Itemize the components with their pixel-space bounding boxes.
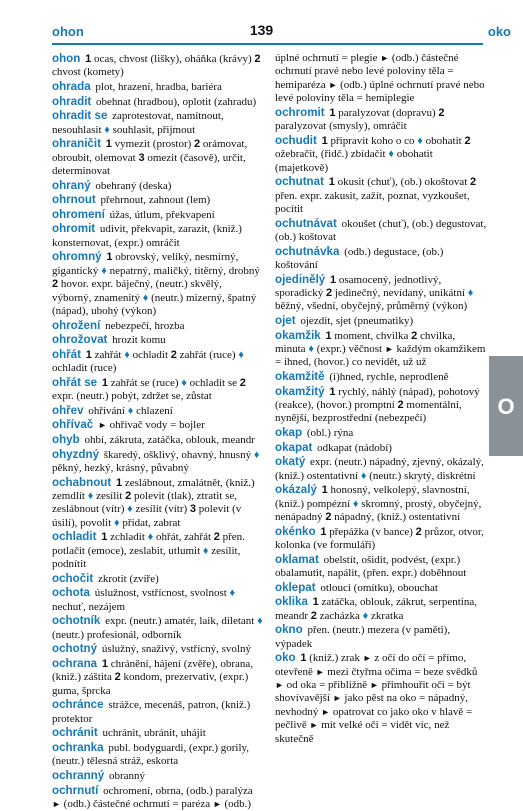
dictionary-entry: ohřát se 1 zahřát se (ruce) ♦ ochladit se 2 expr. (neutr.) pobýt, zdržet se, zůstat bbox=[52, 375, 246, 403]
dictionary-entry: ohřívač ► ohřívač vody = bojler bbox=[52, 418, 205, 432]
dictionary-entry: okénko 1 přepážka (v bance) 2 průzor, otvor, kolonka (ve formuláři) bbox=[275, 524, 484, 552]
entry-headword[interactable]: ohromení bbox=[52, 207, 105, 221]
dictionary-entry: okno přen. (neutr.) mezera (v paměti), výpadek bbox=[275, 623, 451, 650]
dictionary-entry: oklika 1 zatáčka, oblouk, zákrut, serpentina, meandr 2 zacházka ♦ zkratka bbox=[275, 595, 477, 622]
entry-headword[interactable]: ohrnout bbox=[52, 193, 96, 207]
entry-headword[interactable]: ohrožovat bbox=[52, 333, 108, 347]
entry-headword[interactable]: oklika bbox=[275, 595, 308, 609]
entry-headword[interactable]: ochotník bbox=[52, 614, 101, 628]
thumb-index-tab[interactable] bbox=[489, 356, 523, 456]
dictionary-entry: ochrana 1 chránění, hájení (zvěře), obrana, (kniž.) záštita 2 kondom, prezervativ, (expr.) guma, šprcka bbox=[52, 656, 254, 697]
page-header bbox=[0, 0, 523, 40]
entry-headword[interactable]: ohromit bbox=[52, 222, 96, 236]
dictionary-entry: ochránit uchránit, ubránit, uhájit bbox=[52, 726, 206, 740]
thumb-index-letter: O bbox=[497, 394, 515, 419]
dictionary-entry: ochudit 1 připravit koho o co ♦ obohatit 2 ožebračit, (řidč.) zbídačit ♦ obohatit (majetkově) bbox=[275, 133, 471, 174]
dictionary-entry: ojedinělý 1 osamocený, jednotlivý, sporadický 2 jedinečný, nevídaný, unikátní ♦ běžný, všední, obyčejný, průměrný (výkon) bbox=[275, 272, 474, 313]
dictionary-entry: ohřev ohřívání ♦ chlazení bbox=[52, 403, 173, 417]
entry-headword[interactable]: ohřát se bbox=[52, 375, 98, 389]
dictionary-entry: oko 1 (kniž.) zrak ► z očí do očí = přímo, otevřeně ► mezi čtyřma očima = beze svědků ► od oka = přibližně ► přimhouřit oči = být shovívavější ► jako pěst na oko = nápadný, nevhodný ► opatrovat co jako oko v hlavě = pečlivě ► mít velké oči = vidět víc, než skutečně bbox=[275, 651, 478, 745]
dictionary-entry: ochromit 1 paralyzovat (dopravu) 2 paralyzovat (smysly), omráčit bbox=[275, 105, 445, 133]
entry-headword[interactable]: ohrada bbox=[52, 80, 91, 93]
entry-headword[interactable]: ochladit bbox=[52, 530, 97, 544]
dictionary-entry: okamžitě (i)hned, rychle, neprodleně bbox=[275, 370, 449, 384]
entry-headword[interactable]: ohyzdný bbox=[52, 447, 100, 461]
dictionary-entry: oklepat otlouci (omítku), obouchat bbox=[275, 580, 438, 594]
entry-headword[interactable]: ohraný bbox=[52, 178, 91, 192]
entry-headword[interactable]: oko bbox=[275, 651, 296, 665]
entry-headword[interactable]: ohradit se bbox=[52, 109, 108, 123]
entry-headword[interactable]: ochranný bbox=[52, 768, 105, 782]
entry-headword[interactable]: ohon bbox=[52, 52, 81, 65]
entry-headword[interactable]: ochudit bbox=[275, 133, 317, 147]
dictionary-entry: úplné ochrnutí = plegie ► (odb.) částečné ochrnutí pravé nebo levé poloviny těla = hemiparéza ► (odb.) úplné ochrnutí pravé nebo levé poloviny těla = hemiplegie bbox=[275, 52, 485, 105]
entry-headword[interactable]: ochutnat bbox=[275, 175, 324, 189]
left-column bbox=[52, 52, 264, 810]
dictionary-entry: okatý expr. (neutr.) nápadný, zjevný, okázalý, (kniž.) ostentativní ♦ (neutr.) skrytý, diskrétní bbox=[275, 455, 484, 482]
dictionary-entry: ohrnout přehrnout, zahnout (lem) bbox=[52, 193, 211, 207]
dictionary-entry: ohromit udivit, překvapit, zarazit, (kniž.) konsternovat, (expr.) omráčit bbox=[52, 222, 242, 249]
entry-headword[interactable]: ojedinělý bbox=[275, 272, 326, 286]
dictionary-entry: ochladit 1 zchladit ♦ ohřát, zahřát 2 přen. potlačit (emoce), zeslabit, utlumit ♦ zesílit, podnítit bbox=[52, 530, 245, 571]
entry-headword[interactable]: ochutnávka bbox=[275, 244, 340, 258]
dictionary-entry: ochotník expr. (neutr.) amatér, laik, diletant ♦ (neutr.) profesionál, odborník bbox=[52, 614, 263, 641]
entry-headword[interactable]: ochrnutí bbox=[52, 783, 99, 797]
entry-headword[interactable]: ochota bbox=[52, 586, 91, 600]
dictionary-entry: ochutnávka (odb.) degustace, (ob.) koštování bbox=[275, 244, 444, 272]
entry-headword[interactable]: ochránce bbox=[52, 698, 104, 712]
dictionary-entry: okamžik 1 moment, chvilka 2 chvilka, minuta ♦ (expr.) věčnost ► každým okamžikem = ihned, (hovor.) co nevidět, už už bbox=[275, 328, 486, 369]
dictionary-entry: okázalý 1 honosný, velkolepý, slavnostní, (kniž.) pompézní ♦ skromný, prostý, obyčejný, nenápadný 2 nápadný, (kniž.) ostentativní bbox=[275, 483, 482, 524]
dictionary-entry: ochota úslužnost, vstřícnost, svolnost ♦ nechuť, nezájem bbox=[52, 586, 236, 613]
entry-headword[interactable]: ochotný bbox=[52, 642, 98, 656]
dictionary-entry: ohraný obehraný (deska) bbox=[52, 178, 172, 192]
entry-headword[interactable]: okamžitě bbox=[275, 370, 325, 384]
entry-headword[interactable]: okázalý bbox=[275, 483, 317, 497]
entry-headword[interactable]: ochromit bbox=[275, 105, 325, 119]
dictionary-entry: okamžitý 1 rychlý, náhlý (nápad), pohotový (reakce), (hovor.) promptní 2 momentální, nynější, bezprostřední (nebezpečí) bbox=[275, 384, 480, 425]
entry-headword[interactable]: oklamat bbox=[275, 552, 319, 566]
dictionary-entry: ochotný úslužný, snaživý, vstřícný, svolný bbox=[52, 642, 251, 656]
entry-headword[interactable]: okatý bbox=[275, 455, 306, 469]
dictionary-entry: ohon 1 ocas, chvost (lišky), oháňka (krávy) 2 chvost (komety) bbox=[52, 52, 261, 79]
right-column bbox=[275, 52, 487, 745]
dictionary-entry: ochabnout 1 zeslábnout, zmalátnět, (kniž.) zemdlít ♦ zesílit 2 polevit (tlak), ztratit se, zeslábnout (vítr) ♦ zesílit (vítr) 3 polevit (v úsilí), povolit ♦ přidat, zabrat bbox=[52, 475, 255, 529]
page-number: 139 bbox=[249, 22, 274, 38]
dictionary-entry: ochočit zkrotit (zvíře) bbox=[52, 571, 159, 585]
dictionary-entry: ohraničit 1 vymezit (prostor) 2 orámovat, obroubit, olemovat 3 omezit (časově), určit, determinovat bbox=[52, 137, 248, 177]
entry-headword[interactable]: ochránit bbox=[52, 726, 98, 740]
entry-headword[interactable]: ohraničit bbox=[52, 137, 101, 151]
entry-headword[interactable]: ochrana bbox=[52, 656, 98, 670]
entry-headword[interactable]: ojet bbox=[275, 314, 296, 328]
entry-headword[interactable]: okamžitý bbox=[275, 384, 325, 398]
dictionary-entry: ochrnutí ochromení, obrna, (odb.) paralýza ► (odb.) částečné ochrnutí = paréza ► (odb.) bbox=[52, 783, 253, 810]
entry-headword[interactable]: ohřát bbox=[52, 347, 81, 361]
entry-headword[interactable]: ohřívač bbox=[52, 418, 94, 432]
dictionary-entry: ohromný 1 obrovský, veliký, nesmírný, gigantický ♦ nepatrný, maličký, titěrný, drobný 2 hovor. expr. báječný, (neutr.) skvělý, výborný, znamenitý ♦ (neutr.) mizerný, špatný (nápad), ubohý (výkon) bbox=[52, 250, 260, 317]
guide-word-left: ohon bbox=[52, 24, 84, 39]
dictionary-entry: ochranný obranný bbox=[52, 768, 145, 782]
entry-headword[interactable]: oklepat bbox=[275, 580, 316, 594]
dictionary-entry: ohrožovat hrozit komu bbox=[52, 333, 166, 347]
dictionary-entry: ochutnávat okoušet (chuť), (ob.) degustovat, (ob.) koštovat bbox=[275, 216, 487, 244]
dictionary-entry: ohyzdný škaredý, ošklivý, ohavný, hnusný ♦ pěkný, hezký, krásný, půvabný bbox=[52, 447, 260, 474]
dictionary-entry: ochutnat 1 okusit (chuť), (ob.) okoštovat 2 přen. expr. zakusit, zažít, poznat, vyzkoušet, pocítit bbox=[275, 175, 477, 216]
dictionary-entry: ohrožení nebezpečí, hrozba bbox=[52, 318, 185, 332]
dictionary-entry: ohyb ohbí, zákruta, zatáčka, oblouk, meandr bbox=[52, 432, 255, 446]
dictionary-entry: ochranka publ. bodyguardi, (expr.) gorily, (neutr.) tělesná stráž, eskorta bbox=[52, 740, 250, 768]
entry-headword[interactable]: ochutnávat bbox=[275, 216, 337, 230]
dictionary-entry: ohrada plot, hrazení, hradba, bariéra bbox=[52, 80, 222, 93]
dictionary-entry: okap (obl.) rýna bbox=[275, 426, 354, 440]
dictionary-columns bbox=[52, 52, 487, 810]
entry-headword[interactable]: ohradit bbox=[52, 94, 92, 108]
entry-headword[interactable]: ohřev bbox=[52, 403, 84, 417]
dictionary-entry: oklamat obelstít, ošidit, podvést, (expr.) obalamutit, napálit, (přen. expr.) doběhnout bbox=[275, 552, 467, 580]
entry-headword[interactable]: okno bbox=[275, 623, 303, 637]
entry-headword[interactable]: ohyb bbox=[52, 432, 80, 446]
dictionary-entry: ohradit se zaprotestovat, namítnout, nesouhlasit ♦ souhlasit, přijmout bbox=[52, 109, 224, 136]
dictionary-entry: ohřát 1 zahřát ♦ ochladit 2 zahřát (ruce) ♦ ochladit (ruce) bbox=[52, 347, 244, 375]
entry-headword[interactable]: ohromný bbox=[52, 250, 102, 264]
entry-headword[interactable]: ohrožení bbox=[52, 318, 101, 332]
entry-headword[interactable]: okamžik bbox=[275, 328, 321, 342]
header-rule bbox=[52, 43, 483, 45]
entry-headword[interactable]: ochranka bbox=[52, 740, 104, 754]
entry-headword[interactable]: ochabnout bbox=[52, 475, 112, 489]
entry-headword[interactable]: ochočit bbox=[52, 571, 94, 585]
dictionary-entry: ojet ojezdit, sjet (pneumatiky) bbox=[275, 314, 414, 328]
guide-word-right: oko bbox=[487, 24, 511, 39]
entry-headword[interactable]: okapat bbox=[275, 440, 313, 454]
entry-headword[interactable]: okénko bbox=[275, 524, 316, 538]
entry-headword[interactable]: okap bbox=[275, 426, 303, 440]
dictionary-entry: okapat odkapat (nádobí) bbox=[275, 440, 392, 454]
dictionary-entry: ochránce strážce, mecenáš, patron, (kniž.) protektor bbox=[52, 698, 251, 725]
dictionary-entry: ohromení úžas, útlum, překvapení bbox=[52, 207, 215, 221]
dictionary-entry: ohradit obehnat (hradbou), oplotit (zahradu) bbox=[52, 94, 257, 108]
